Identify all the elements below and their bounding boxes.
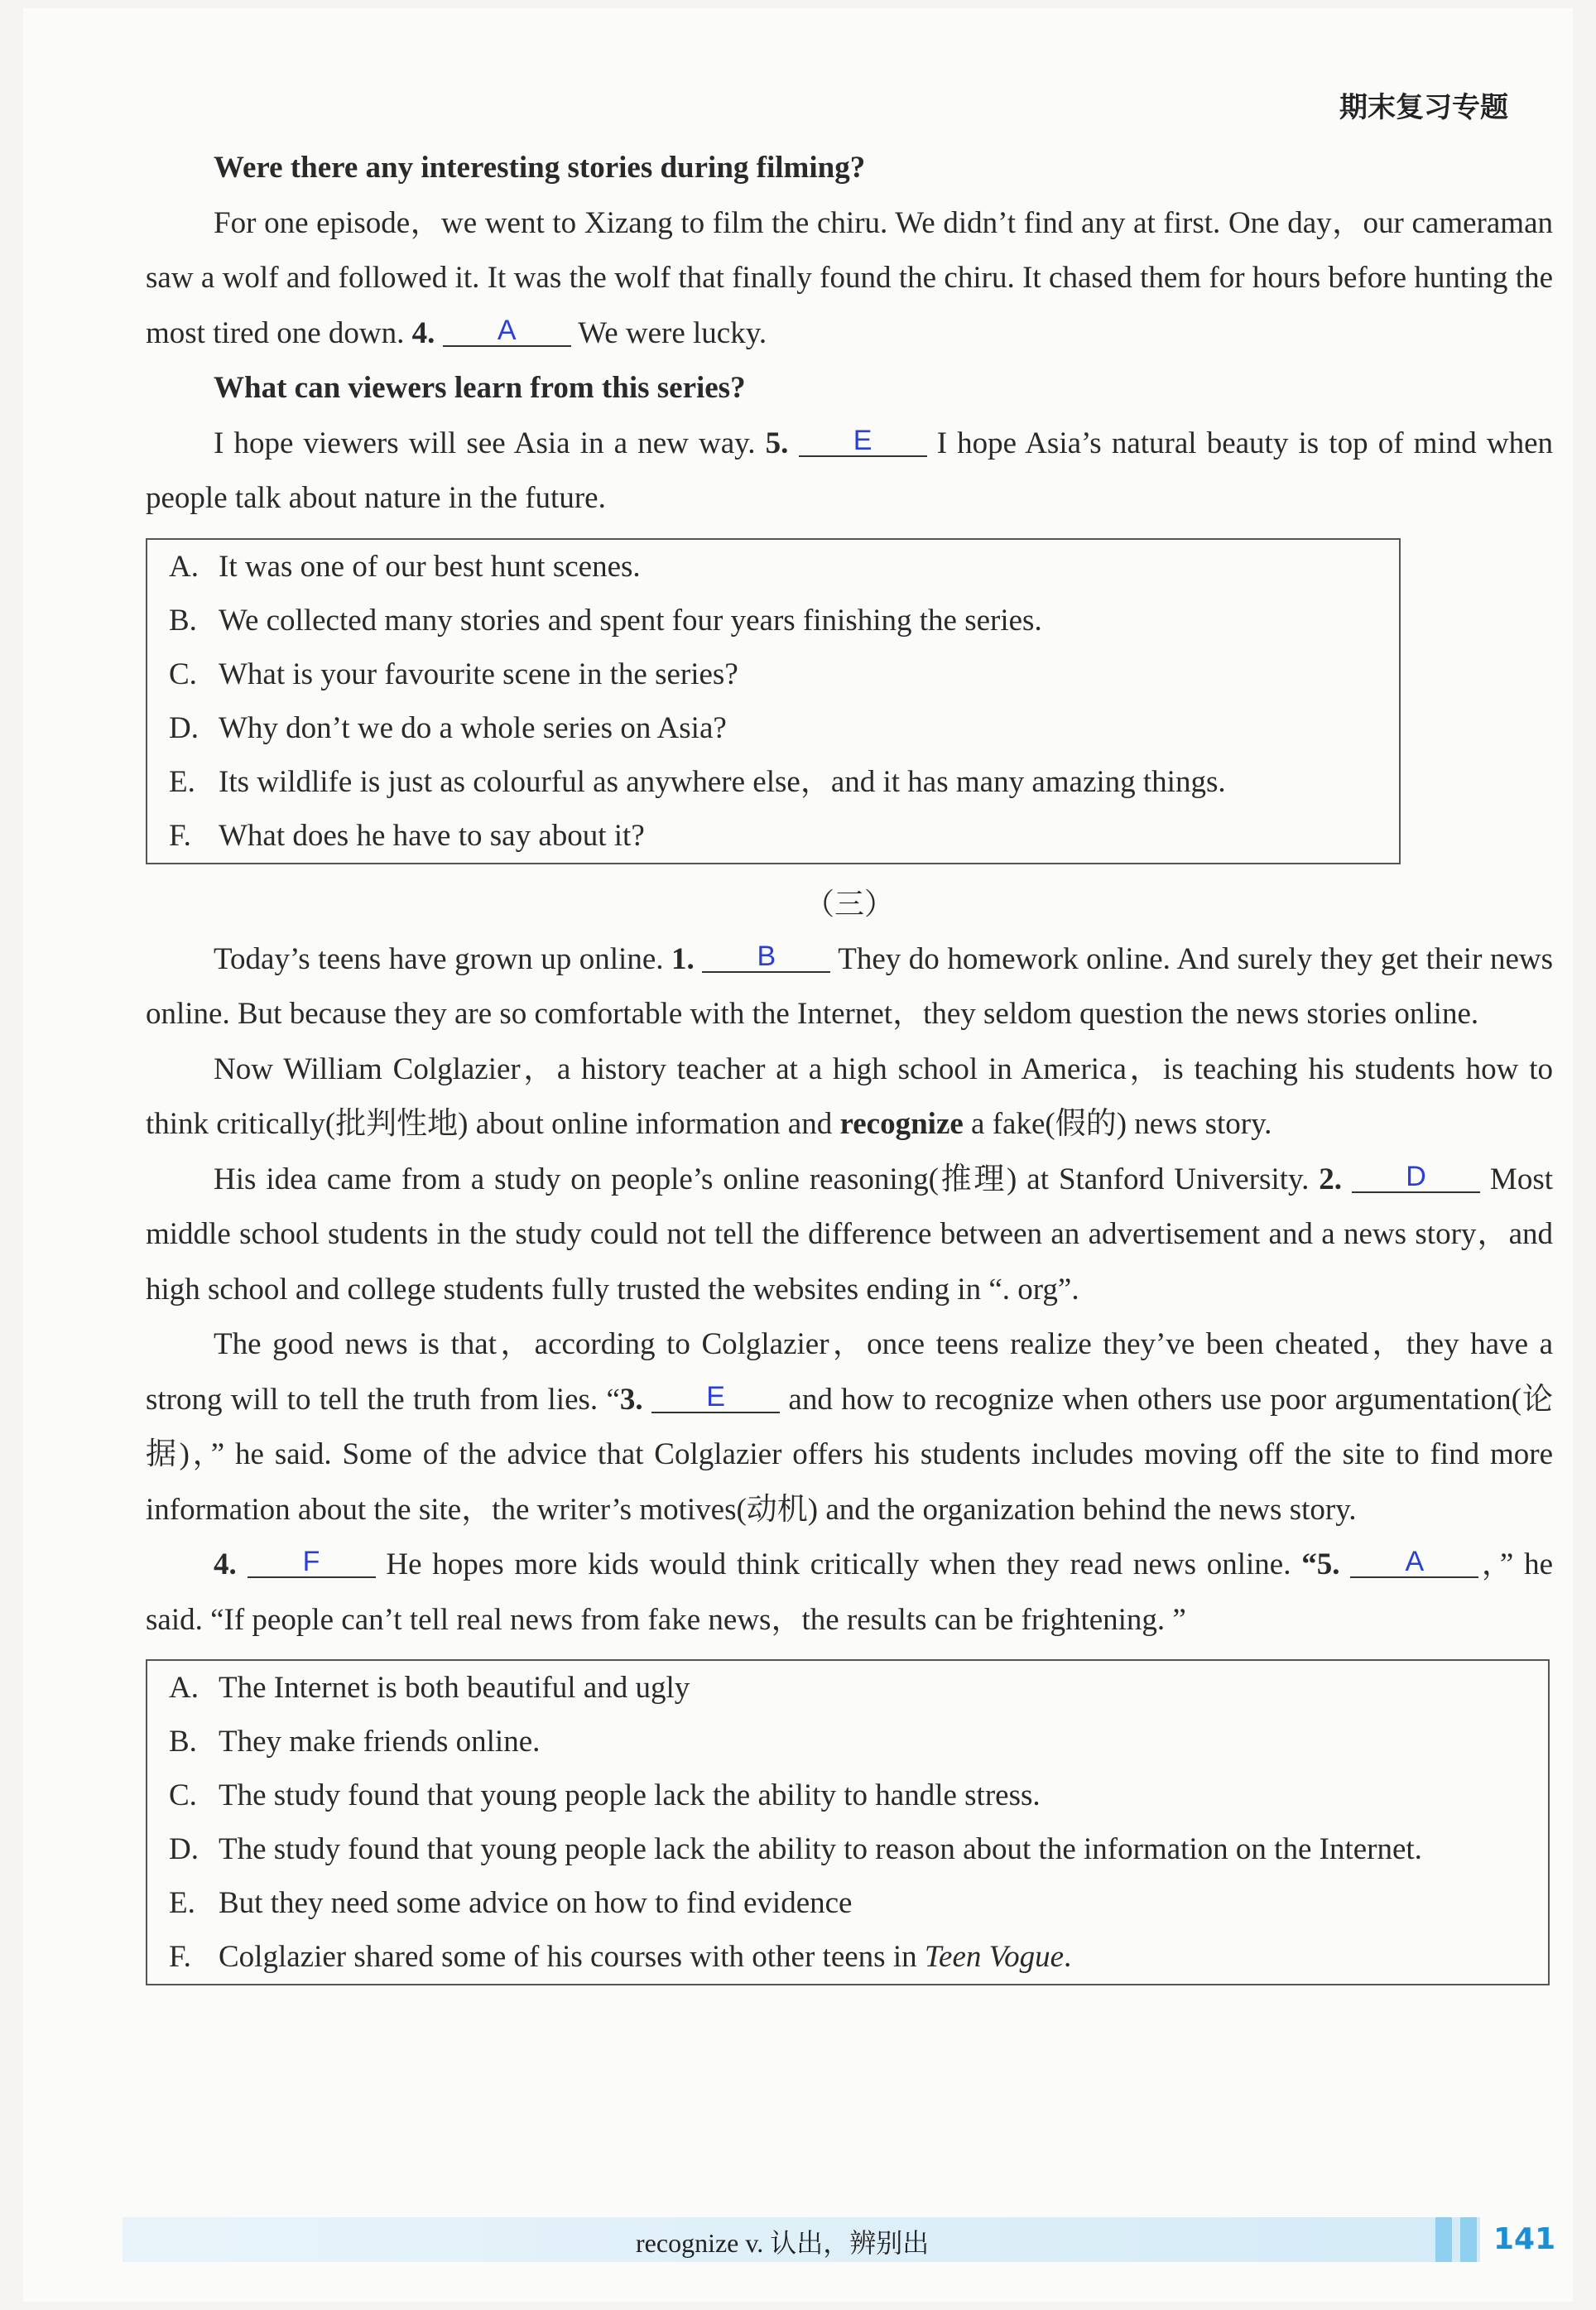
option-e: [169, 755, 1377, 809]
text: His idea came from a study on people’s online reasoning(推理) at Stanford University.: [214, 1162, 1310, 1196]
page: [23, 8, 1573, 2302]
option-c: [169, 647, 1377, 701]
question-heading-2: What can viewers learn from this series?: [214, 371, 746, 405]
text: Now William Colglazier，a history teacher at a high school in America，is teaching his students how to think critically(批判性地) about online information and: [146, 1052, 1553, 1141]
option-text: [219, 1930, 1526, 1984]
answer-blank[interactable]: E: [799, 426, 927, 457]
option-f: [169, 1930, 1526, 1984]
option-text: It was one of our best hunt scenes.: [219, 549, 641, 584]
answer-blank[interactable]: F: [248, 1547, 376, 1578]
option-letter: F.: [169, 818, 191, 853]
blank-number: 3.: [619, 1382, 643, 1417]
question-heading-1: Were there any interesting stories during filming?: [214, 151, 866, 185]
answer-blank[interactable]: B: [702, 941, 830, 973]
option-text: But they need some advice on how to find evidence: [219, 1886, 853, 1920]
option-text-tail: .: [1064, 1940, 1072, 1974]
header-title: 期末复习专题: [1339, 91, 1508, 124]
option-letter: E.: [169, 764, 195, 799]
text: They do homework online. And surely they get their news online. But because they are so comfortable with the Internet，they seldom question the news stories online.: [146, 941, 1553, 1031]
page-num-bar: [1435, 2217, 1452, 2262]
answer-blank[interactable]: D: [1352, 1162, 1480, 1193]
option-text: We collected many stories and spent four years finishing the series.: [219, 603, 1042, 638]
option-letter: E.: [169, 1886, 195, 1920]
option-text: Why don’t we do a whole series on Asia?: [219, 710, 727, 745]
options-box-2: [146, 1659, 1550, 1985]
blank-number: 5.: [765, 426, 789, 460]
option-b: [169, 1715, 1526, 1769]
option-letter: B.: [169, 603, 197, 638]
blank-number: 1.: [671, 941, 695, 976]
option-c: [169, 1769, 1526, 1822]
text: a fake(假的) news story.: [971, 1107, 1272, 1141]
page-number: 141: [1493, 2222, 1556, 2256]
option-letter: F.: [169, 1940, 191, 1974]
text: The good news is that，according to Colglazier，once teens realize they’ve been cheated，they have a strong will to tell the truth from lies. “: [146, 1327, 1553, 1417]
paragraph: [146, 1153, 1553, 1318]
text: Most middle school students in the study could not tell the difference between an advertisement and a news story，and high school and college students fully trusted the websites ending in “. org”.: [146, 1162, 1553, 1307]
footer: [23, 2211, 1573, 2269]
option-text: What is your favourite scene in the series?: [219, 657, 738, 691]
paragraph: [146, 196, 1553, 362]
option-text: Its wildlife is just as colourful as anywhere else，and it has many amazing things.: [219, 764, 1226, 799]
italic-title: Teen Vogue: [924, 1940, 1065, 1974]
bold-word: recognize: [839, 1107, 964, 1141]
option-text: The study found that young people lack the ability to handle stress.: [219, 1778, 1041, 1812]
section-mark: （三）: [804, 887, 894, 921]
footer-vocab: recognize v. 认出，辨别出: [636, 2228, 930, 2258]
option-d: [169, 1822, 1526, 1876]
text: I hope viewers will see Asia in a new way.: [214, 426, 756, 460]
option-letter: D.: [169, 710, 199, 745]
blank-number: 4.: [214, 1547, 237, 1581]
options-box-1: [146, 538, 1401, 864]
blank-number: 2.: [1319, 1162, 1343, 1196]
option-a: [169, 1661, 1526, 1715]
option-text: The study found that young people lack the ability to reason about the information on the Internet.: [219, 1832, 1422, 1866]
text: I hope Asia’s natural beauty is top of mind when people talk about nature in the future.: [146, 426, 1554, 515]
answer-blank[interactable]: A: [443, 315, 571, 347]
option-d: [169, 701, 1377, 755]
text: For one episode，we went to Xizang to film the chiru. We didn’t find any at first. One day，our cameraman saw a wolf and followed it. It was the wolf that finally found the chiru. It chased them for hours before hunting the most tired one down.: [146, 205, 1553, 350]
option-b: [169, 594, 1377, 647]
option-e: [169, 1876, 1526, 1930]
content: [146, 141, 1553, 1997]
paragraph: [146, 1317, 1553, 1538]
option-text: What does he have to say about it?: [219, 818, 645, 853]
answer-blank[interactable]: E: [651, 1382, 780, 1413]
page-num-bar: [1460, 2217, 1477, 2262]
option-text: The Internet is both beautiful and ugly: [219, 1671, 690, 1705]
answer-blank[interactable]: A: [1350, 1547, 1478, 1578]
option-text: They make friends online.: [219, 1725, 541, 1759]
option-letter: C.: [169, 1778, 197, 1812]
option-text-main: Colglazier shared some of his courses with other teens in: [219, 1940, 917, 1974]
option-letter: C.: [169, 657, 197, 691]
option-letter: A.: [169, 1671, 199, 1705]
blank-number: “5.: [1301, 1547, 1340, 1581]
paragraph: [146, 1042, 1553, 1153]
option-a: [169, 540, 1377, 594]
paragraph: [146, 416, 1553, 527]
option-letter: D.: [169, 1832, 199, 1866]
option-letter: A.: [169, 549, 199, 584]
blank-number: 4.: [411, 315, 435, 350]
text: ，” he said. “If people can’t tell real news from fake news，the results can be frightening. ”: [146, 1547, 1554, 1637]
option-f: [169, 809, 1377, 863]
text: and how to recognize when others use poor argumentation(论据)，” he said. Some of the advice that Colglazier offers his students includes moving off the site to find more information about the site，the writer’s motives(动机) and the organization behind the news story.: [146, 1382, 1554, 1527]
paragraph: [146, 1538, 1553, 1648]
paragraph: [146, 932, 1553, 1042]
text: Today’s teens have grown up online.: [214, 941, 664, 976]
text: He hopes more kids would think critically when they read news online.: [386, 1547, 1291, 1581]
text: We were lucky.: [578, 315, 767, 350]
option-letter: B.: [169, 1725, 197, 1759]
